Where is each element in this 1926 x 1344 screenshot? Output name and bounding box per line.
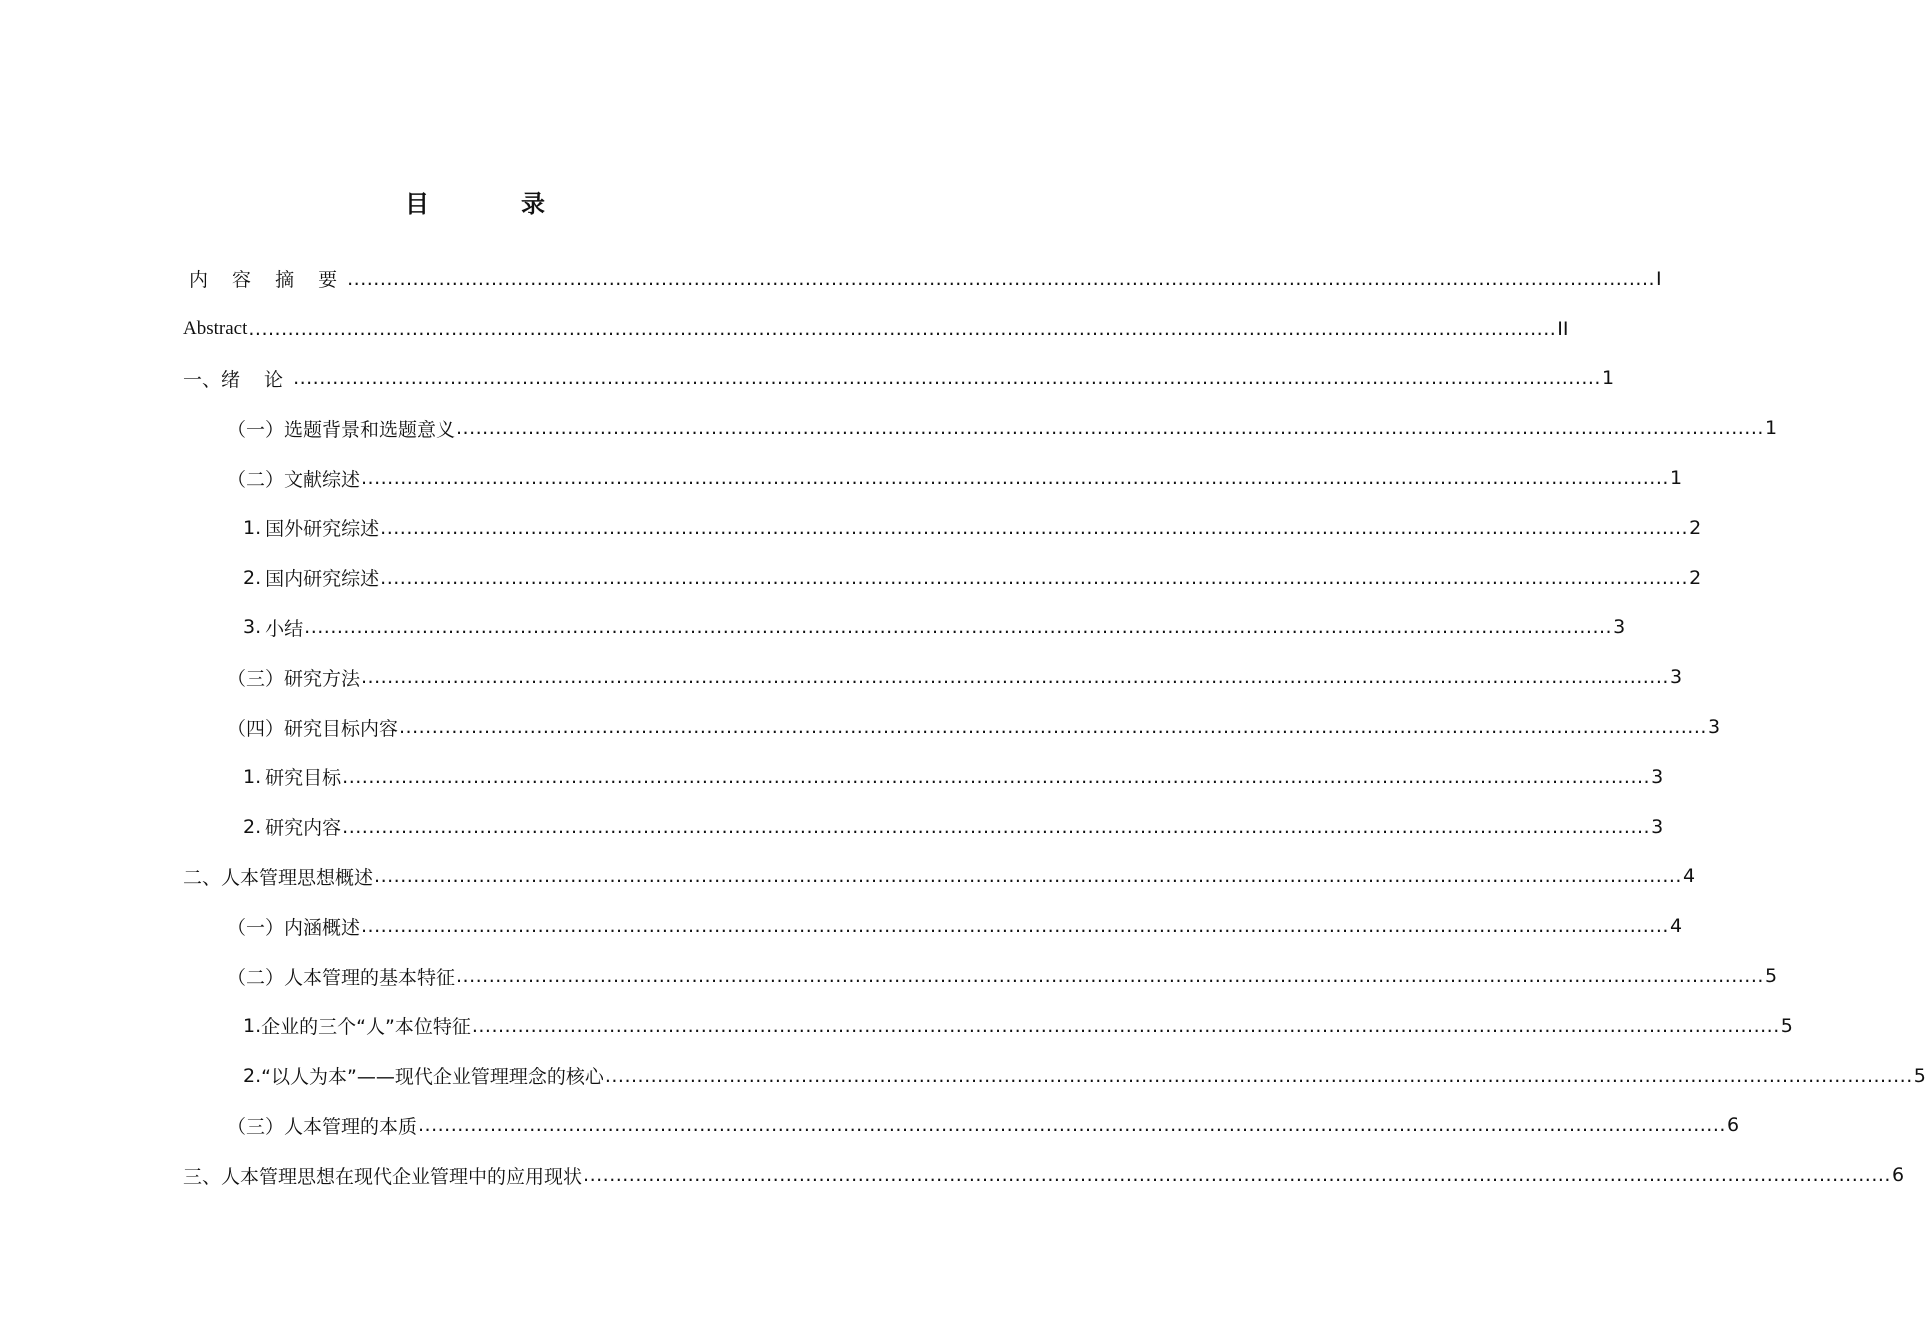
toc-leader-dots: ........................................................................................................................................................................................................	[347, 267, 1656, 290]
toc-entry-number: 1.	[243, 1014, 262, 1037]
toc-entry-page: 3	[1651, 815, 1664, 838]
toc-entry-page: I	[1656, 267, 1662, 290]
toc-entry[interactable]	[183, 354, 1615, 404]
toc-entry[interactable]	[183, 503, 1702, 553]
toc-entry-label: 人本管理思想在现代企业管理中的应用现状	[221, 1165, 583, 1188]
toc-leader-dots: ........................................................................................................................................................................................................	[456, 965, 1764, 988]
toc-entry-page: 1	[1669, 467, 1683, 490]
toc-entry-number: 2.	[243, 566, 262, 589]
toc-leader-dots: ........................................................................................................................................................................................................	[248, 317, 1557, 340]
toc-entry-label: （一）内涵概述	[227, 916, 361, 939]
toc-entry-label: 国外研究综述	[265, 518, 380, 541]
toc-entry-page: 3	[1651, 765, 1664, 788]
toc-entry-page: II	[1557, 317, 1569, 340]
toc-entry-label: 研究目标	[265, 767, 342, 790]
toc-entry-label: （一）选题背景和选题意义	[227, 418, 456, 441]
table-of-contents	[183, 254, 1926, 1200]
toc-leader-dots: ........................................................................................................................................................................................................	[456, 417, 1764, 440]
toc-entry-label: （三）人本管理的本质	[227, 1115, 418, 1138]
toc-leader-dots: ........................................................................................................................................................................................................	[361, 915, 1669, 938]
toc-entry[interactable]	[183, 702, 1721, 752]
toc-leader-dots: ........................................................................................................................................................................................................	[418, 1114, 1726, 1137]
toc-entry-page: 2	[1689, 566, 1702, 589]
toc-entry-number: 一、	[183, 368, 222, 391]
toc-entry-page: 5	[1764, 965, 1778, 988]
toc-entry-page: 2	[1689, 516, 1702, 539]
toc-entry-page: 3	[1707, 716, 1721, 739]
toc-entry-page: 3	[1613, 616, 1626, 639]
toc-entry-page: 5	[1780, 1014, 1793, 1037]
toc-entry-label: 研究内容	[265, 817, 342, 840]
toc-entry-page: 5	[1913, 1064, 1926, 1087]
toc-entry[interactable]	[183, 603, 1626, 653]
toc-entry-label: （四）研究目标内容	[227, 717, 399, 740]
toc-entry[interactable]	[183, 254, 1662, 304]
toc-leader-dots: ........................................................................................................................................................................................................	[342, 765, 1651, 788]
toc-entry-page: 4	[1669, 915, 1683, 938]
toc-entry[interactable]	[183, 1101, 1740, 1151]
toc-leader-dots: ........................................................................................................................................................................................................	[380, 516, 1689, 539]
toc-entry-label: 企业的三个“人”本位特征	[261, 1016, 471, 1039]
toc-entry-label: Abstract	[183, 317, 248, 339]
toc-leader-dots: ........................................................................................................................................................................................................	[374, 865, 1682, 888]
toc-entry-label: 国内研究综述	[265, 568, 380, 591]
toc-entry[interactable]	[183, 403, 1778, 453]
toc-entry-label: （二）文献综述	[227, 468, 361, 491]
toc-entry-label: “以人为本”——现代企业管理理念的核心	[261, 1066, 604, 1089]
toc-leader-dots: ........................................................................................................................................................................................................	[583, 1164, 1891, 1187]
toc-entry-page: 1	[1601, 367, 1615, 390]
toc-entry[interactable]	[183, 752, 1664, 802]
toc-entry-label: 人本管理思想概述	[221, 866, 374, 889]
toc-entry[interactable]	[183, 304, 1569, 354]
page-title: 目 录	[405, 190, 579, 218]
toc-leader-dots: ........................................................................................................................................................................................................	[471, 1014, 1780, 1037]
toc-entry-page: 1	[1764, 417, 1778, 440]
toc-entry-page: 6	[1891, 1164, 1905, 1187]
toc-entry[interactable]	[183, 453, 1683, 503]
toc-entry[interactable]	[183, 1051, 1926, 1101]
toc-entry[interactable]	[183, 553, 1702, 603]
toc-entry-page: 4	[1682, 865, 1696, 888]
toc-leader-dots: ........................................................................................................................................................................................................	[361, 666, 1669, 689]
toc-entry[interactable]	[183, 901, 1683, 951]
toc-leader-dots: ........................................................................................................................................................................................................	[380, 566, 1689, 589]
toc-entry[interactable]	[183, 802, 1664, 852]
toc-leader-dots: ........................................................................................................................................................................................................	[361, 467, 1669, 490]
toc-entry-number: 2.	[243, 1064, 262, 1087]
toc-entry[interactable]	[183, 1001, 1793, 1051]
toc-entry[interactable]	[183, 1150, 1905, 1200]
toc-leader-dots: ........................................................................................................................................................................................................	[342, 815, 1651, 838]
toc-entry-label: 内 容 摘 要	[189, 269, 347, 292]
toc-leader-dots: ........................................................................................................................................................................................................	[293, 367, 1601, 390]
toc-entry-number: 三、	[183, 1165, 222, 1188]
toc-entry[interactable]	[183, 951, 1778, 1001]
toc-entry[interactable]	[183, 852, 1696, 902]
toc-entry-number: 1.	[243, 516, 262, 539]
toc-entry-number: 2.	[243, 815, 262, 838]
toc-entry-number: 1.	[243, 765, 262, 788]
toc-leader-dots: ........................................................................................................................................................................................................	[399, 716, 1707, 739]
toc-entry-page: 3	[1669, 666, 1683, 689]
toc-leader-dots: ........................................................................................................................................................................................................	[604, 1064, 1913, 1087]
toc-entry-number: 3.	[243, 616, 262, 639]
toc-entry-label: （三）研究方法	[227, 667, 361, 690]
toc-entry[interactable]	[183, 652, 1683, 702]
toc-entry-number: 二、	[183, 866, 222, 889]
toc-leader-dots: ........................................................................................................................................................................................................	[304, 616, 1613, 639]
toc-entry-label: （二）人本管理的基本特征	[227, 966, 456, 989]
toc-entry-label: 绪 论	[221, 368, 293, 391]
toc-entry-label: 小结	[265, 617, 304, 640]
toc-entry-page: 6	[1726, 1114, 1740, 1137]
